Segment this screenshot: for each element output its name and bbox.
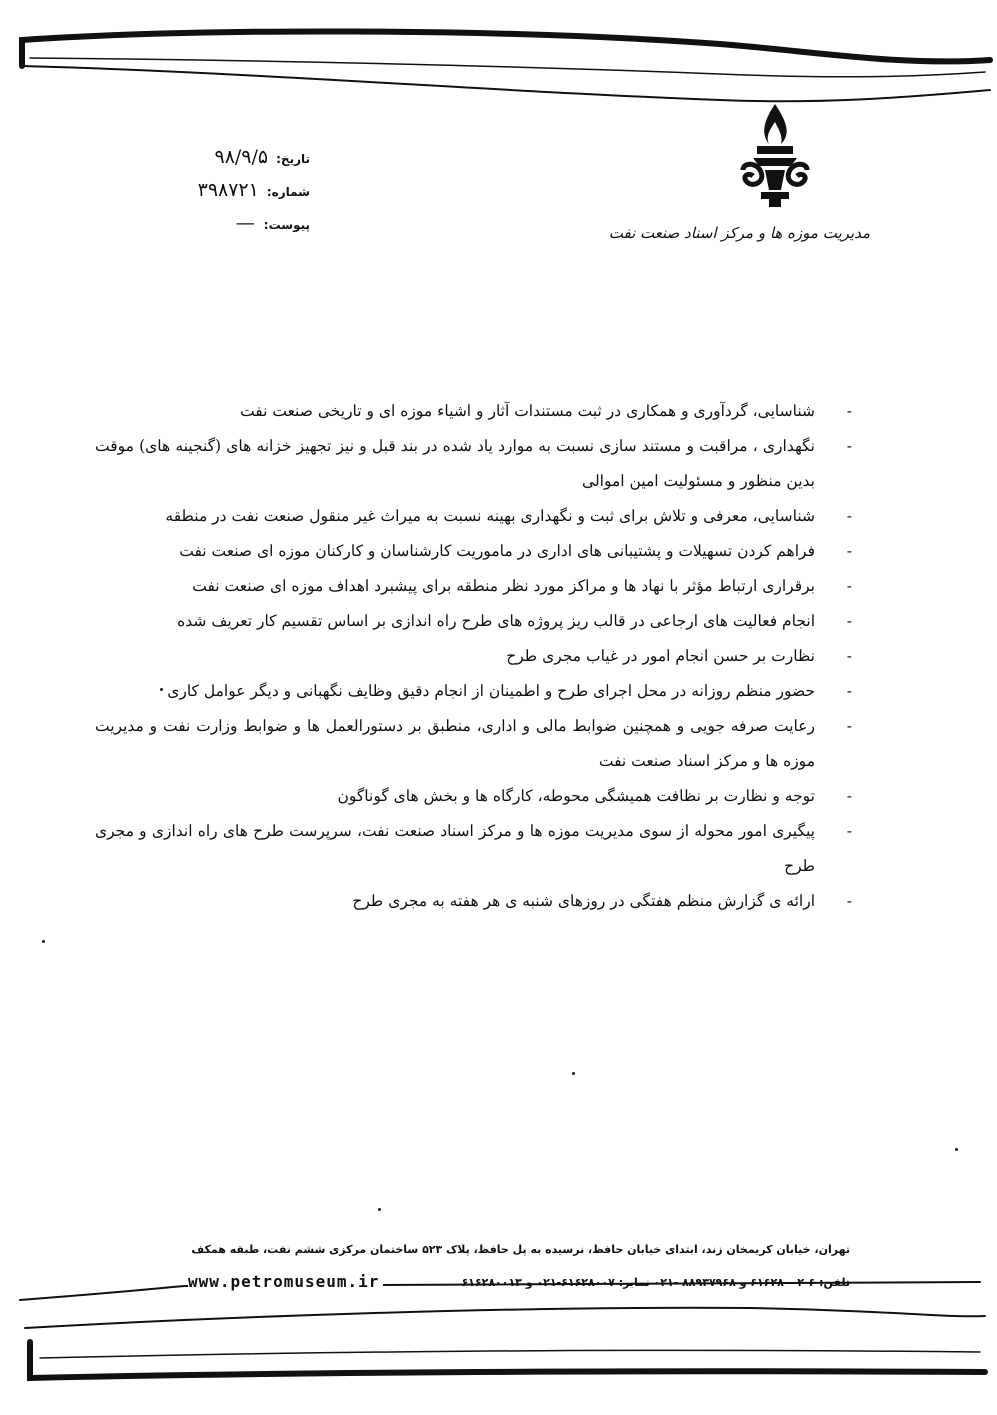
- scan-speck: [378, 1208, 381, 1211]
- list-item: - پیگیری امور محوله از سوی مدیریت موزه ها و مرکز اسناد صنعت نفت، سرپرست طرح های راه اندازی و مجری طرح: [95, 814, 860, 884]
- website-link[interactable]: www.petromuseum.ir: [188, 1272, 383, 1291]
- scan-speck: [160, 688, 163, 691]
- oil-flame-logo: [735, 100, 815, 210]
- number-row: [110, 181, 310, 200]
- list-item: - نگهداری ، مراقبت و مستند سازی نسبت به موارد یاد شده در بند قبل و نیز تجهیز خزانه های (گنجینه های) موقت بدین منظور و مسئولیت امین اموالی: [95, 429, 860, 499]
- scan-speck: [42, 940, 45, 943]
- list-item: - فراهم کردن تسهیلات و پشتیبانی های اداری در ماموریت کارشناسان و کارکنان موزه ای صنعت نفت: [95, 534, 860, 569]
- date-label: تاریخ:: [276, 152, 310, 166]
- list-item: - انجام فعالیت های ارجاعی در قالب ریز پروژه های طرح راه اندازی بر اساس تقسیم کار تعریف شده: [95, 604, 860, 639]
- list-item: - نظارت بر حسن انجام امور در غیاب مجری طرح: [95, 639, 860, 674]
- scan-speck: [572, 1072, 575, 1075]
- list-item: - شناسایی، معرفی و تلاش برای ثبت و نگهداری بهینه نسبت به میراث غیر منقول صنعت نفت در منطقه: [95, 499, 860, 534]
- list-item: - شناسایی، گردآوری و همکاری در ثبت مستندات آثار و اشیاء موزه ای و تاریخی صنعت نفت: [95, 394, 860, 429]
- letter-meta: [110, 148, 310, 247]
- number-label: شماره:: [266, 185, 310, 199]
- attachment-value: —: [235, 212, 256, 234]
- attachment-label: پیوست:: [263, 218, 310, 232]
- list-item: - توجه و نظارت بر نظافت همیشگی محوطه، کارگاه ها و بخش های گوناگون: [95, 779, 860, 814]
- footer-contact: تلفن: ۶-۶۱۶۲۸۰۰۲ و ۸۸۹۳۷۹۶۸ -۰۲۱ نمابر: ۶۱۶۲۸۰۰۷-۰۲۱ و ۶۱۶۲۸۰۰۱۳: [461, 1276, 850, 1289]
- attachment-row: [110, 214, 310, 233]
- scan-speck: [955, 1148, 958, 1151]
- duties-list: [95, 394, 860, 919]
- list-item: - برقراری ارتباط مؤثر با نهاد ها و مراکز مورد نظر منطقه برای پیشبرد اهداف موزه ای صنعت نفت: [95, 569, 860, 604]
- list-item: - ارائه ی گزارش منظم هفتگی در روزهای شنبه ی هر هفته به مجری طرح: [95, 884, 860, 919]
- list-item: - حضور منظم روزانه در محل اجرای طرح و اطمینان از انجام دقیق وظایف نگهبانی و دیگر عوامل کاری: [95, 674, 860, 709]
- org-name: مدیریت موزه ها و مرکز اسناد صنعت نفت: [608, 224, 870, 242]
- date-value: ۹۸/۹/۵: [214, 146, 269, 168]
- footer-address: تهران، خیابان کریمخان زند، ابتدای خیابان حافظ، نرسیده به پل حافظ، پلاک ۵۲۳ ساختمان مرکزی ششم نفت، طبقه همکف: [191, 1243, 850, 1256]
- list-item: - رعایت صرفه جویی و همچنین ضوابط مالی و اداری، منطبق بر دستورالعمل ها و ضوابط وزارت نفت و مدیریت موزه ها و مرکز اسناد صنعت نفت: [95, 709, 860, 779]
- number-value: ۳۹۸۷۲۱: [197, 179, 259, 201]
- date-row: [110, 148, 310, 167]
